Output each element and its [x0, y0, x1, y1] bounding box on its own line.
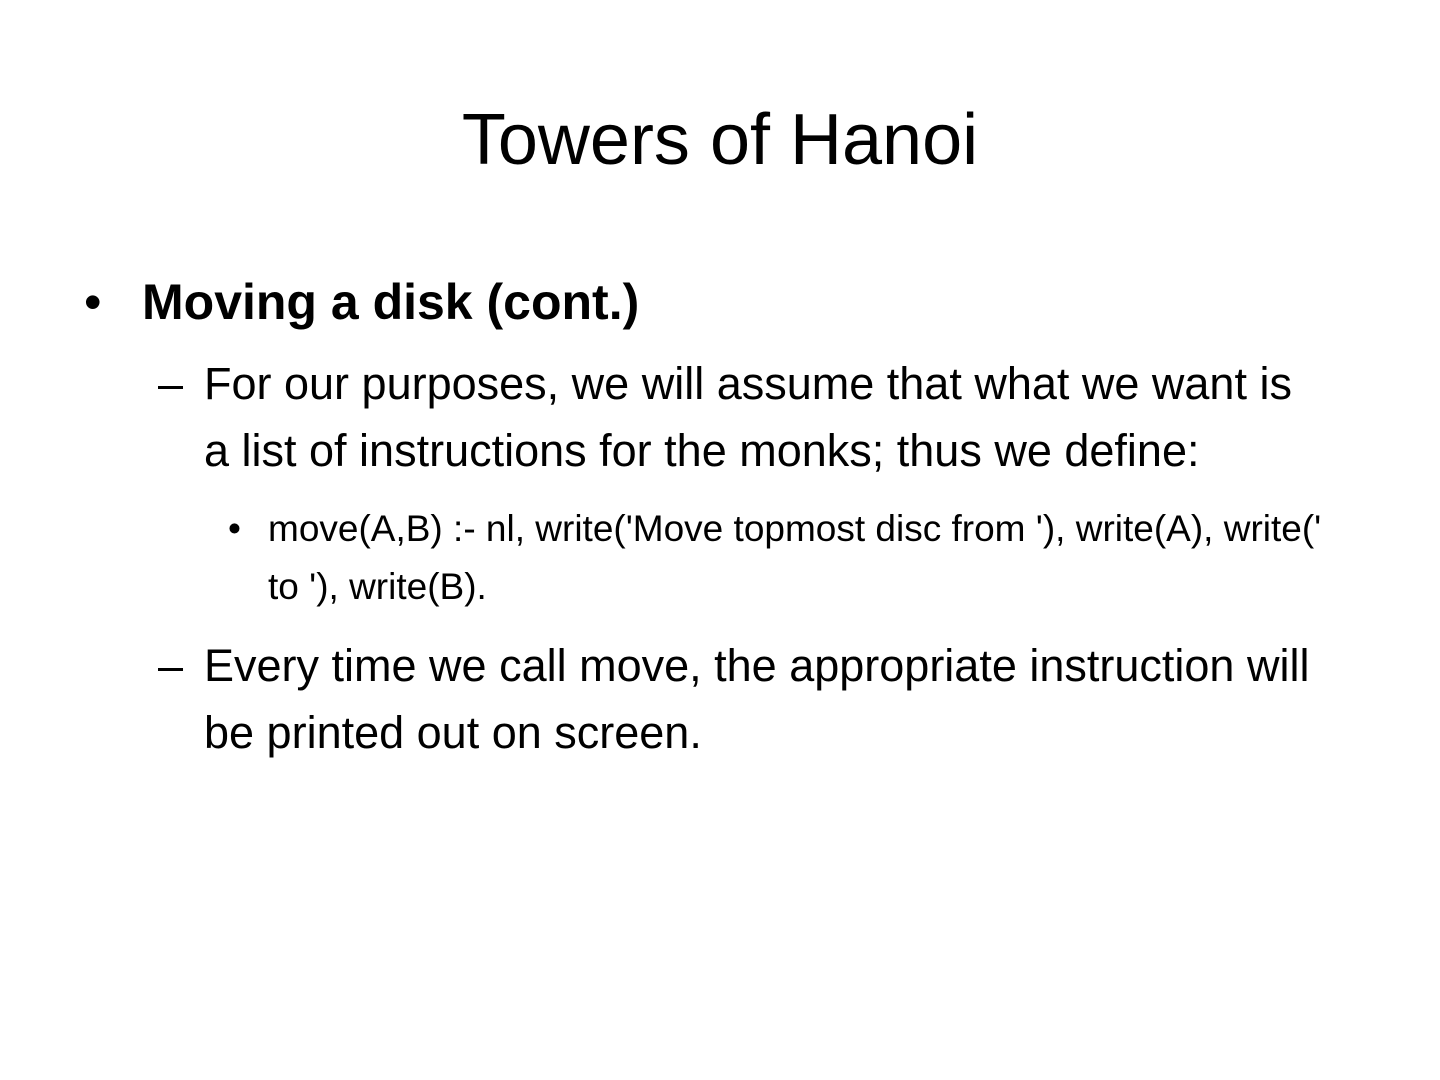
slide-title: Towers of Hanoi — [461, 100, 979, 180]
dash-icon: – — [158, 640, 184, 691]
bullet-text: For our purposes, we will assume that what we want is a list of instructions for the monks; thus we define: — [204, 358, 1292, 476]
bullet-level3 — [224, 500, 1324, 616]
bullet-text: move(A,B) :- nl, write('Move topmost disc from '), write(A), write(' to '), write(B). — [268, 508, 1322, 607]
slide-body — [84, 268, 1324, 782]
bullet-text: Every time we call move, the appropriate instruction will be printed out on screen. — [204, 640, 1310, 758]
bullet-level2 — [158, 632, 1324, 766]
bullet-level1 — [84, 268, 1324, 336]
dash-icon: – — [158, 358, 184, 409]
bullet-dot-icon: • — [84, 274, 102, 330]
bullet-level2 — [158, 350, 1324, 484]
bullet-dot-icon: • — [228, 508, 241, 549]
bullet-text: Moving a disk (cont.) — [142, 274, 640, 330]
